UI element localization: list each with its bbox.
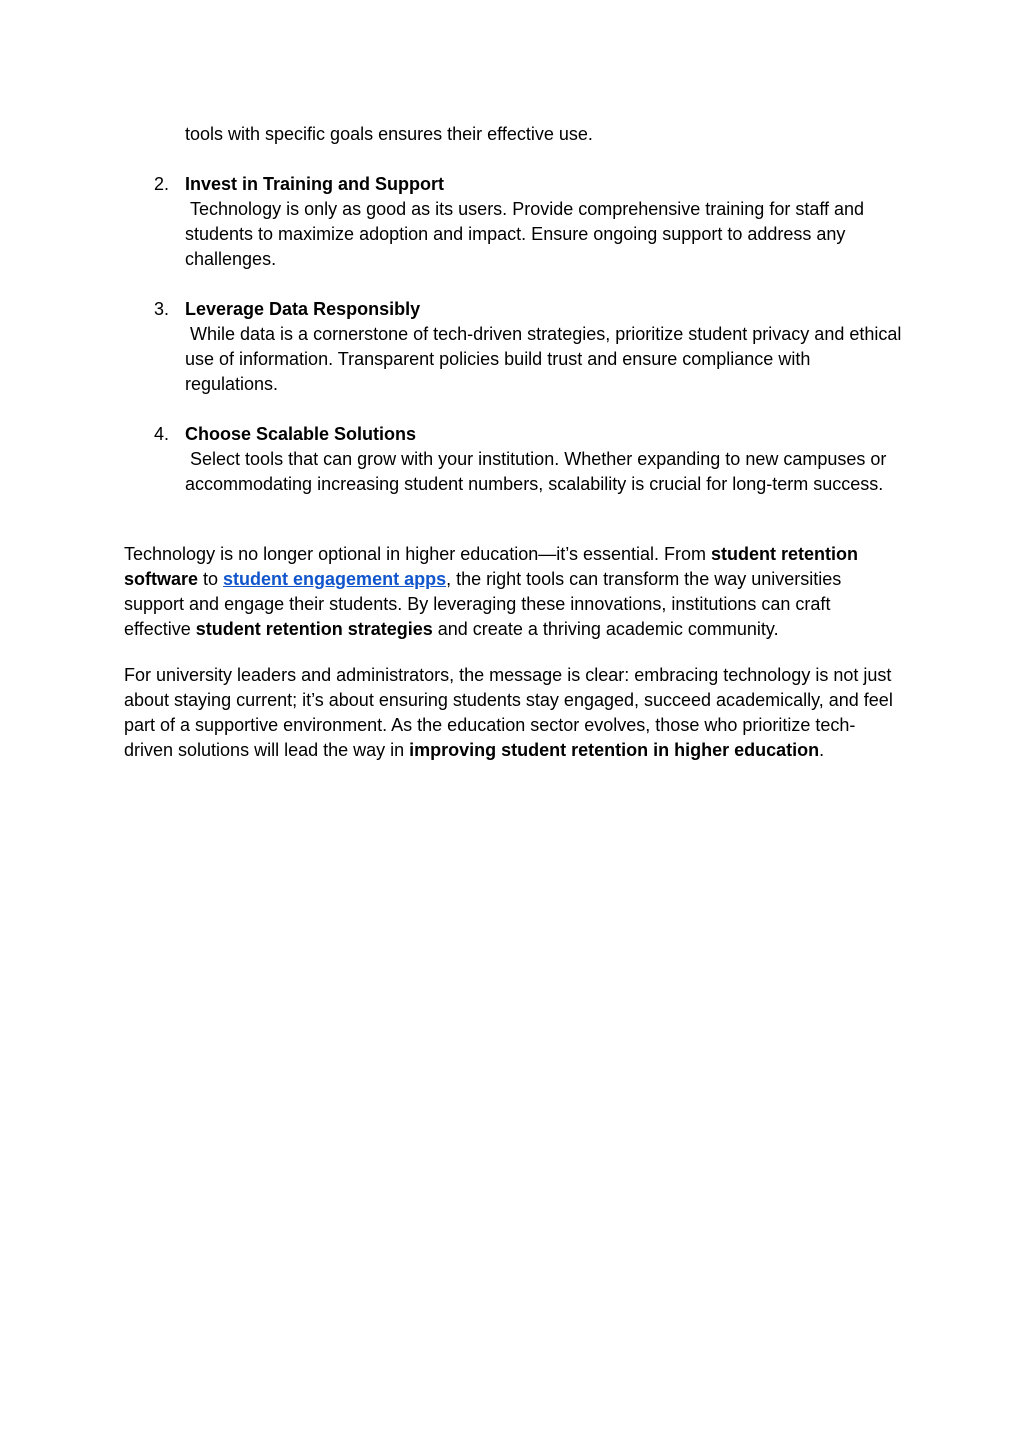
list-item-text: While data is a cornerstone of tech-driven strategies, prioritize student privacy and ethical use of information. Transparent policies build trust and ensure compliance with regulations. bbox=[185, 324, 907, 394]
bold-keyword: improving student retention in higher education bbox=[409, 740, 820, 760]
list-item-heading: Invest in Training and Support bbox=[185, 174, 445, 194]
list-number: 4. bbox=[154, 424, 170, 444]
bold-keyword: student retention strategies bbox=[195, 619, 433, 639]
list-item-heading: Choose Scalable Solutions bbox=[185, 424, 417, 444]
paragraph-text: to bbox=[198, 569, 224, 589]
paragraph-text: For university leaders and administrators, the message is clear: embracing technology is not just about staying current; it’s about ensuring students stay engaged, succeed academically, and feel part of a supportive environment. As the education sector evolves, those who prioritize tech-driven solutions will lead the way in bbox=[124, 665, 893, 760]
paragraph-text: , the right tools can transform the way universities support and engage their students. By leveraging these innovations, institutions can craft effective bbox=[124, 569, 842, 639]
closing-paragraph bbox=[124, 663, 900, 763]
list-number: 3. bbox=[154, 299, 170, 319]
list-item-body bbox=[185, 297, 905, 397]
bold-keyword: student retention software bbox=[124, 544, 859, 589]
paragraph-text: Technology is no longer optional in higher education—it’s essential. From bbox=[124, 544, 712, 564]
list-number: 2. bbox=[154, 174, 170, 194]
student-engagement-apps-link[interactable]: student engagement apps bbox=[223, 569, 447, 589]
list-item-text: Select tools that can grow with your institution. Whether expanding to new campuses or accommodating increasing student numbers, scalability is crucial for long-term success. bbox=[185, 449, 892, 494]
list-item-heading: Leverage Data Responsibly bbox=[185, 299, 421, 319]
paragraph-text: . bbox=[819, 740, 825, 760]
list-item-body bbox=[185, 172, 905, 272]
list-item-body bbox=[185, 422, 905, 497]
list-item-continuation: tools with specific goals ensures their effective use. bbox=[185, 124, 593, 144]
conclusion-paragraph bbox=[124, 542, 900, 642]
list-item-text: Technology is only as good as its users. Provide comprehensive training for staff and students to maximize adoption and impact. Ensure ongoing support to address any challenges. bbox=[185, 199, 870, 269]
paragraph-text: and create a thriving academic community. bbox=[432, 619, 779, 639]
